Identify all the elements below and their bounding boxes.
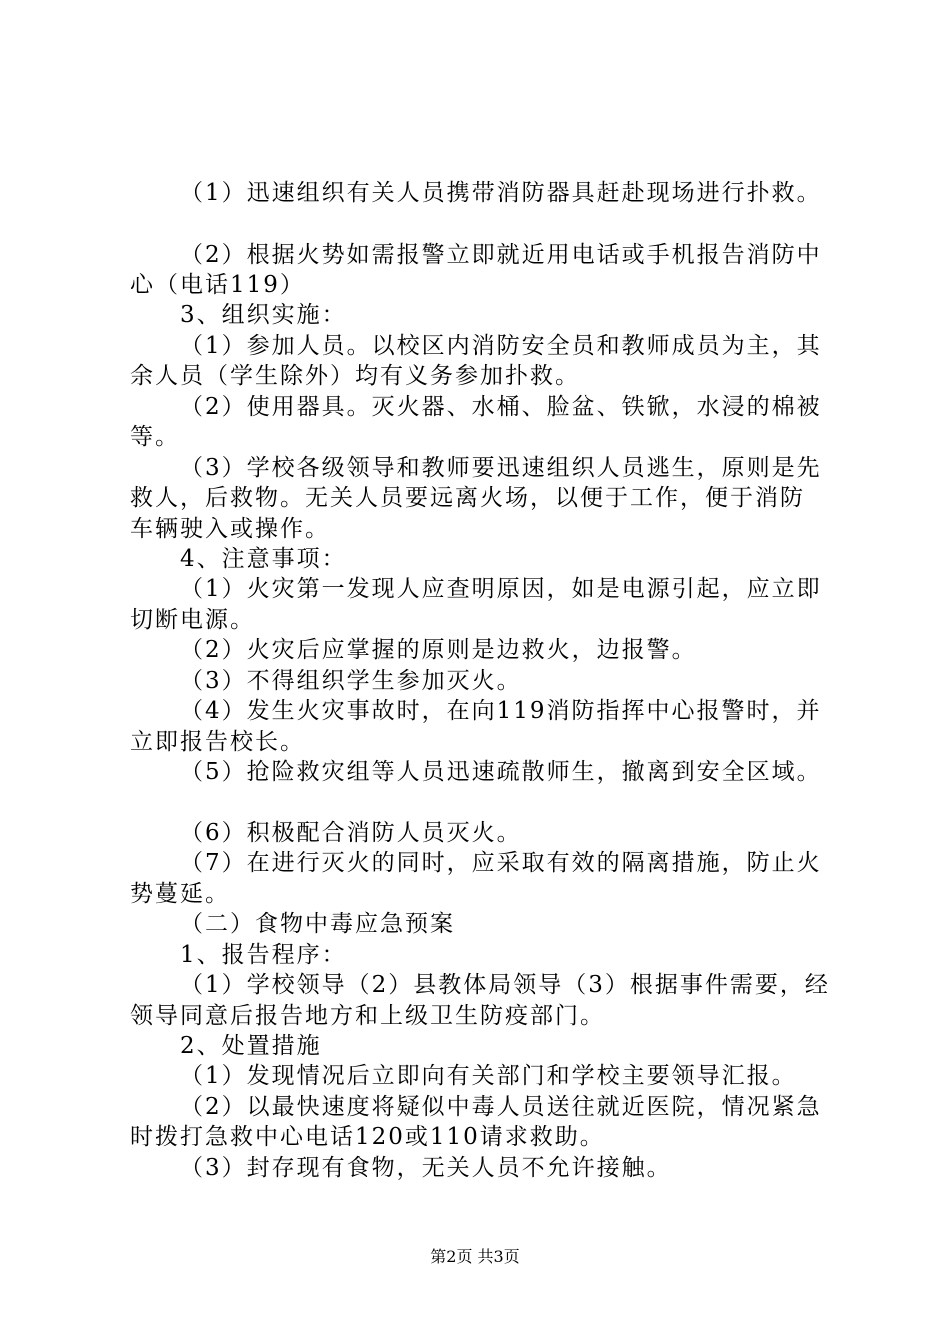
- paragraph-line: （2）以最快速度将疑似中毒人员送往就近医院，情况紧急: [180, 1094, 822, 1120]
- paragraph-line: （1）发现情况后立即向有关部门和学校主要领导汇报。: [180, 1063, 797, 1089]
- paragraph-line: 心（电话119）: [130, 272, 305, 298]
- paragraph-line: （1）迅速组织有关人员携带消防器具赶赴现场进行扑救。: [180, 180, 822, 206]
- paragraph-line: （3）封存现有食物，无关人员不允许接触。: [180, 1155, 672, 1181]
- paragraph-line: 等。: [130, 424, 180, 450]
- paragraph-line: 势蔓延。: [130, 881, 230, 907]
- section-heading: 4、注意事项：: [180, 546, 347, 572]
- paragraph-line: （2）使用器具。灭火器、水桶、脸盆、铁锨，水浸的棉被: [180, 394, 822, 420]
- paragraph-line: （6）积极配合消防人员灭火。: [180, 820, 522, 846]
- paragraph-line: （1）火灾第一发现人应查明原因，如是电源引起，应立即: [180, 576, 822, 602]
- paragraph-line: （2）根据火势如需报警立即就近用电话或手机报告消防中: [180, 242, 822, 268]
- section-heading: 3、组织实施：: [180, 302, 347, 328]
- section-heading: 1、报告程序：: [180, 942, 347, 968]
- paragraph-line: （7）在进行灭火的同时，应采取有效的隔离措施，防止火: [180, 850, 822, 876]
- paragraph-line: （2）火灾后应掌握的原则是边救火，边报警。: [180, 637, 697, 663]
- paragraph-line: 切断电源。: [130, 607, 255, 633]
- paragraph-line: （1）学校领导（2）县教体局领导（3）根据事件需要，经: [180, 972, 830, 998]
- paragraph-line: 立即报告校长。: [130, 729, 305, 755]
- page-number-footer: 第2页 共3页: [430, 1247, 520, 1266]
- paragraph-line: 车辆驶入或操作。: [130, 516, 330, 542]
- paragraph-line: 时拨打急救中心电话120或110请求救助。: [130, 1124, 605, 1150]
- paragraph-line: （1）参加人员。以校区内消防安全员和教师成员为主，其: [180, 333, 822, 359]
- paragraph-line: 救人，后救物。无关人员要远离火场，以便于工作，便于消防: [130, 485, 805, 511]
- paragraph-line: （3）学校各级领导和教师要迅速组织人员逃生，原则是先: [180, 455, 822, 481]
- section-heading: （二）食物中毒应急预案: [180, 911, 455, 937]
- section-heading: 2、处置措施: [180, 1033, 322, 1059]
- paragraph-line: 领导同意后报告地方和上级卫生防疫部门。: [130, 1003, 605, 1029]
- paragraph-line: （4）发生火灾事故时，在向119消防指挥中心报警时，并: [180, 698, 822, 724]
- paragraph-line: 余人员（学生除外）均有义务参加扑救。: [130, 363, 580, 389]
- paragraph-line: （3）不得组织学生参加灭火。: [180, 668, 522, 694]
- paragraph-line: （5）抢险救灾组等人员迅速疏散师生，撤离到安全区域。: [180, 759, 822, 785]
